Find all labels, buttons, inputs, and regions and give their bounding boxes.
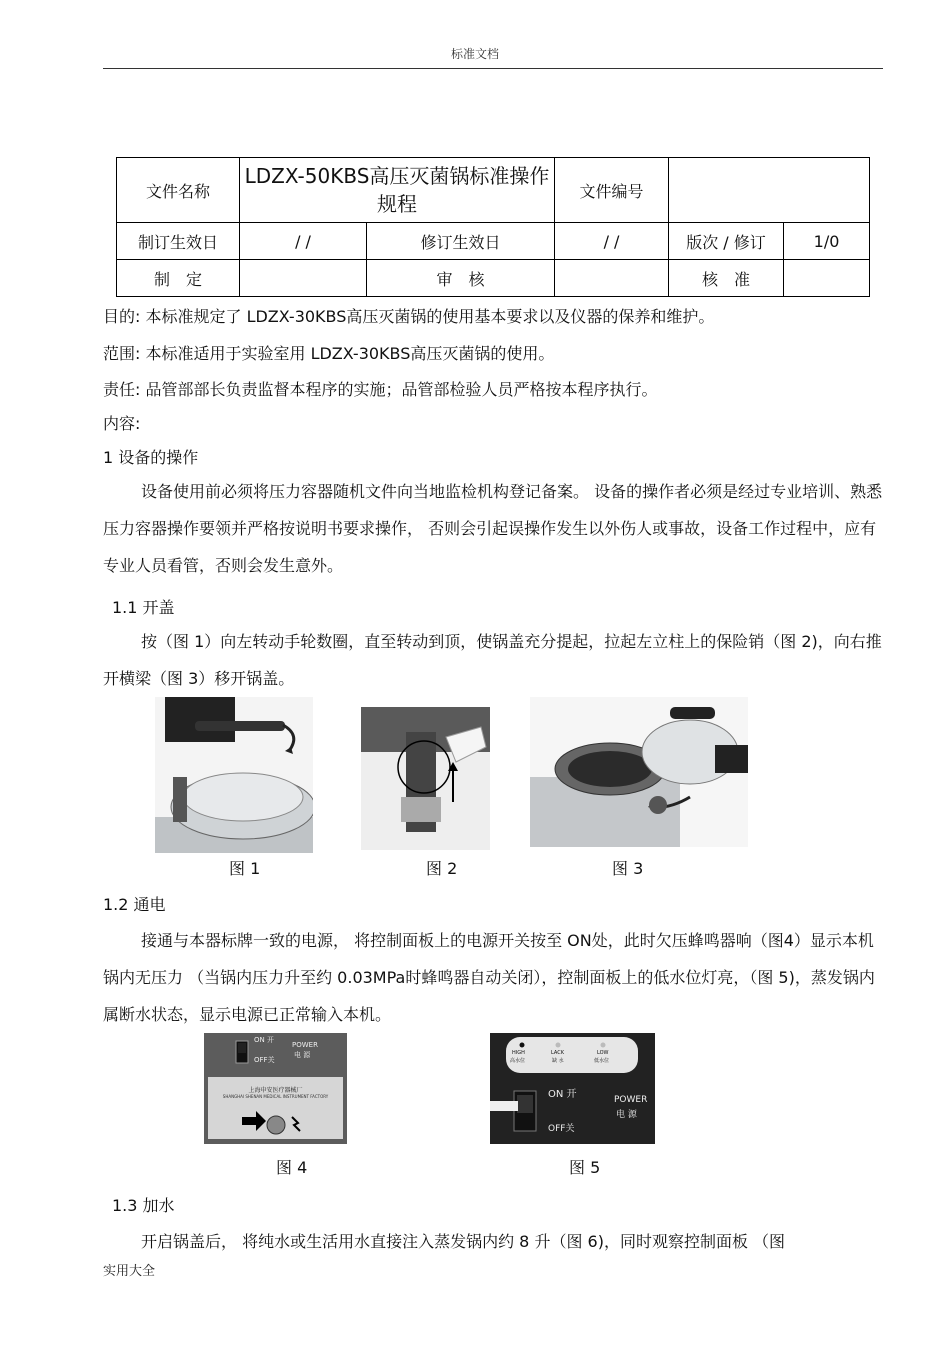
section-1-1-title: 1.1 开盖 (112, 598, 175, 617)
figure-3-image (530, 697, 748, 847)
page-header: 标准文档 (450, 47, 499, 61)
responsibility-line: 责任: 品管部部长负责监督本程序的实施；品管部检验人员严格按本程序执行。 (103, 380, 658, 399)
doc-no-label: 文件编号 (555, 158, 669, 223)
revise-date-value: / / (555, 223, 669, 260)
figure-5-image (490, 1033, 655, 1144)
review-label: 审 核 (367, 260, 555, 297)
figure-2-caption: 图 2 (426, 859, 458, 878)
fig4-off-label: OFF关 (254, 1056, 275, 1064)
scope-line: 范围: 本标准适用于实验室用 LDZX-30KBS高压灭菌锅的使用。 (103, 344, 555, 363)
fig4-power-en: POWER (292, 1041, 318, 1049)
section-1-paragraph: 设备使用前必须将压力容器随机文件向当地监检机构登记备案。 设备的操作者必须是经过专业培训、熟悉压力容器操作要领并严格按说明书要求操作， 否则会引起误操作发生以外伤人或事故，设备工作过程中，应有专业人员看管，否则会发生意外。 (103, 482, 883, 575)
fig5-lack-en: LACK (551, 1050, 565, 1056)
figure-1-caption: 图 1 (229, 859, 261, 878)
revise-date-label: 修订生效日 (367, 223, 555, 260)
fig5-high-en: HIGH (512, 1050, 525, 1056)
section-1-2-title: 1.2 通电 (103, 895, 166, 914)
figure-3-caption: 图 3 (612, 859, 644, 878)
made-date-label: 制订生效日 (117, 223, 240, 260)
fig4-on-label: ON 开 (254, 1036, 274, 1044)
document-meta-table (116, 157, 870, 297)
header-rule (103, 68, 883, 69)
fig5-high-cn: 高水位 (510, 1058, 526, 1064)
fig4-power-cn: 电 源 (294, 1051, 311, 1059)
figure-1-image (155, 697, 313, 853)
review-value (555, 260, 669, 297)
approve-label: 核 准 (669, 260, 784, 297)
page-footer: 实用大全 (103, 1264, 156, 1279)
figure-4-caption: 图 4 (276, 1158, 308, 1177)
fig5-on-label: ON 开 (548, 1089, 577, 1100)
fig5-low-cn: 低水位 (594, 1058, 610, 1064)
version-label: 版次 / 修订 (669, 223, 784, 260)
section-1-2-paragraph: 接通与本器标牌一致的电源， 将控制面板上的电源开关按至 ON处，此时欠压蜂鸣器响（图4）显示本机锅内无压力 （当锅内压力升至约 0.03MPa时蜂鸣器自动关闭），控制面板上的低水位灯亮，（图 5)，蒸发锅内属断水状态，显示电源已正常输入本机。 (103, 931, 875, 1024)
fig5-low-en: LOW (597, 1050, 609, 1056)
fig5-power-en: POWER (614, 1095, 648, 1105)
figure-4-image (204, 1033, 347, 1144)
made-date-value: / / (240, 223, 367, 260)
fig5-off-label: OFF关 (548, 1124, 575, 1134)
figure-5-caption: 图 5 (569, 1158, 601, 1177)
made-label: 制 定 (117, 260, 240, 297)
doc-name-value: LDZX-50KBS高压灭菌锅标准操作规程 (240, 158, 555, 223)
section-1-1-paragraph: 按（图 1）向左转动手轮数圈，直至转动到顶，使锅盖充分提起，拉起左立柱上的保险销（图 2)，向右推开横梁（图 3）移开锅盖。 (103, 632, 882, 688)
purpose-line: 目的: 本标准规定了 LDZX-30KBS高压灭菌锅的使用基本要求以及仪器的保养和维护。 (103, 307, 715, 326)
content-label: 内容: (103, 414, 141, 433)
section-1-3-paragraph: 开启锅盖后， 将纯水或生活用水直接注入蒸发锅内约 8 升（图 6)，同时观察控制面板 （图 (141, 1232, 786, 1251)
version-value: 1/0 (784, 223, 870, 260)
fig5-power-cn: 电 源 (616, 1110, 637, 1120)
fig5-lack-cn: 缺 水 (552, 1058, 564, 1064)
section-1-title: 1 设备的操作 (103, 448, 199, 467)
fig4-maker-en: SHANGHAI SHENAN MEDICAL INSTRUMENT FACTORY (222, 1094, 329, 1099)
made-value (240, 260, 367, 297)
figure-2-image (361, 707, 490, 850)
doc-name-label: 文件名称 (117, 158, 240, 223)
section-1-3-title: 1.3 加水 (112, 1196, 175, 1215)
fig4-maker-cn: 上海申安医疗器械厂 (248, 1087, 303, 1094)
doc-no-value (669, 158, 870, 223)
approve-value (784, 260, 870, 297)
